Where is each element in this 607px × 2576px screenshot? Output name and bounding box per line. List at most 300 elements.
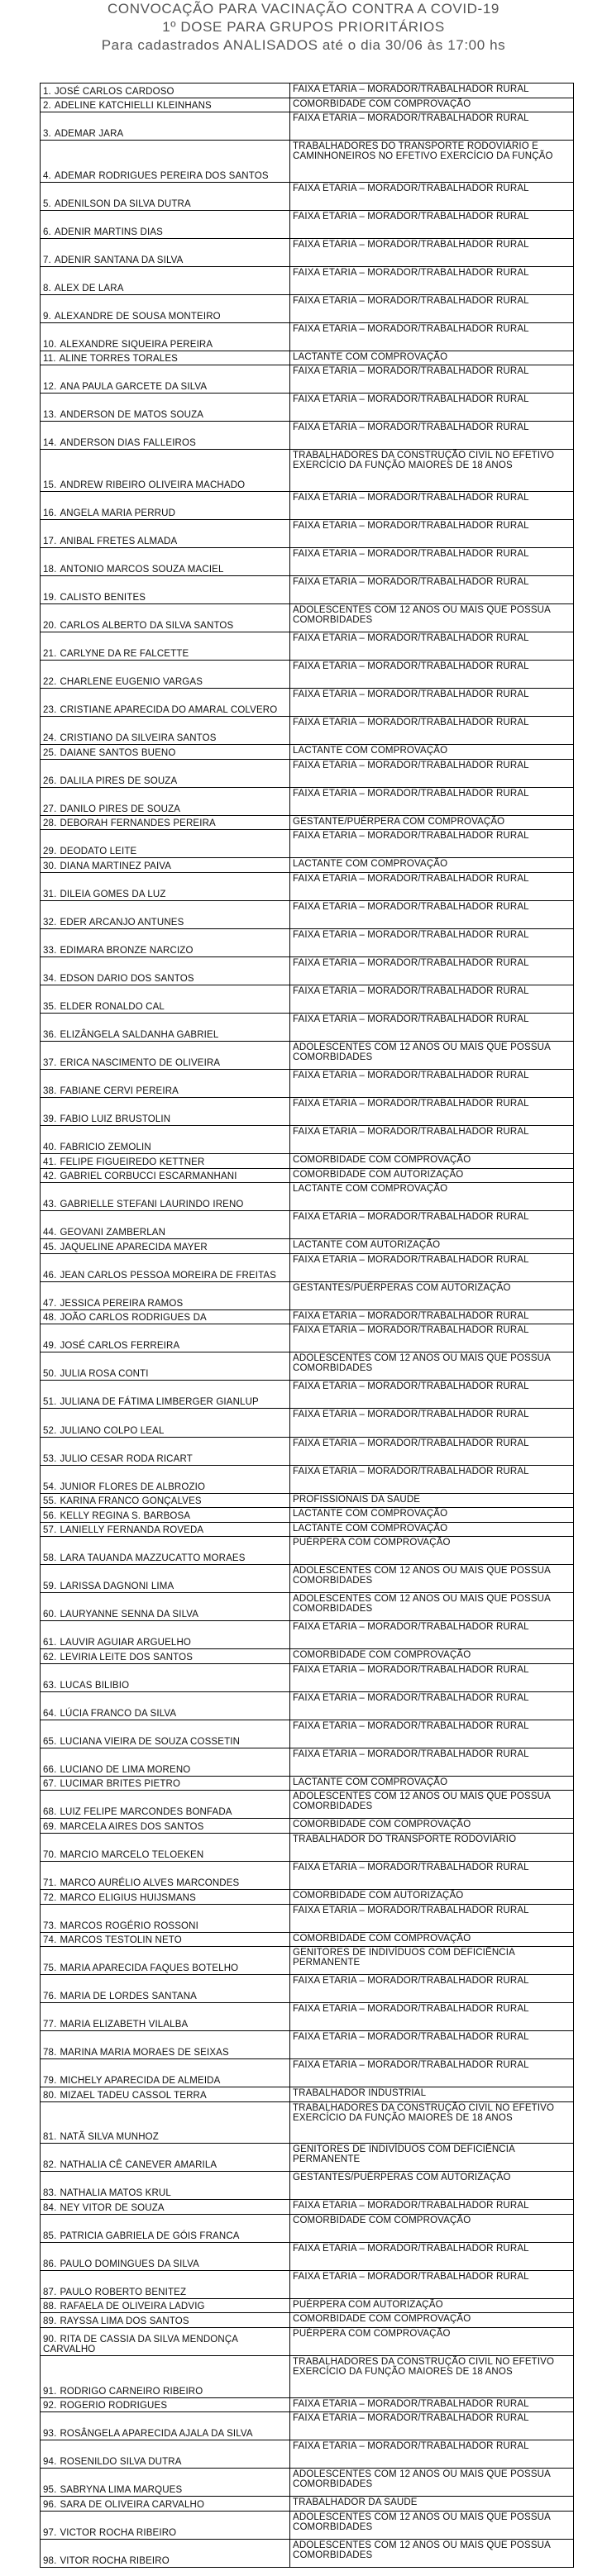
row-number: 2. bbox=[43, 101, 51, 112]
person-name: JUNIOR FLORES DE ALBROZIO bbox=[60, 1481, 206, 1492]
row-number: 89. bbox=[43, 2316, 57, 2326]
table-row bbox=[41, 2215, 573, 2243]
priority-group: ADOLESCENTES COM 12 ANOS OU MAIS QUE POSSUA COMORBIDADES bbox=[293, 2469, 551, 2490]
person-name: ERICA NASCIMENTO DE OLIVEIRA bbox=[60, 1058, 221, 1069]
row-number: 97. bbox=[43, 2527, 57, 2538]
name-cell bbox=[41, 1565, 290, 1592]
priority-group: ADOLESCENTES COM 12 ANOS OU MAIS QUE POSSUA COMORBIDADES bbox=[293, 1566, 551, 1586]
table-row bbox=[41, 492, 573, 520]
priority-group: FAIXA ETARIA – MORADOR/TRABALHADOR RURAL bbox=[293, 422, 529, 433]
name-cell bbox=[41, 745, 290, 759]
row-number: 13. bbox=[43, 410, 57, 421]
table-row bbox=[41, 1621, 573, 1649]
person-name: ADELINE KATCHIELLI KLEINHANS bbox=[54, 101, 212, 112]
priority-group: FAIXA ETARIA – MORADOR/TRABALHADOR RURAL bbox=[293, 2032, 529, 2043]
priority-group-cell bbox=[290, 1649, 573, 1663]
table-row bbox=[41, 394, 573, 422]
row-number: 4. bbox=[43, 170, 51, 181]
row-number: 29. bbox=[43, 847, 57, 857]
priority-group: FAIXA ETARIA – MORADOR/TRABALHADOR RURAL bbox=[293, 831, 529, 842]
row-number: 92. bbox=[43, 2401, 57, 2411]
row-number: 74. bbox=[43, 1935, 57, 1946]
priority-group-cell bbox=[290, 1324, 573, 1352]
priority-group-cell bbox=[290, 1819, 573, 1833]
person-name: MARCO AURÉLIO ALVES MARCONDES bbox=[60, 1878, 240, 1888]
priority-group: LACTANTE COM COMPROVAÇÃO bbox=[293, 746, 448, 756]
priority-group: FAIXA ETARIA – MORADOR/TRABALHADOR RURAL bbox=[293, 549, 529, 560]
person-name: JESSICA PEREIRA RAMOS bbox=[60, 1298, 184, 1309]
priority-group: FAIXA ETARIA – MORADOR/TRABALHADOR RURAL bbox=[293, 689, 529, 700]
person-name: NEY VITOR DE SOUZA bbox=[60, 2202, 165, 2213]
name-cell bbox=[41, 2540, 290, 2567]
priority-group-cell bbox=[290, 1211, 573, 1238]
priority-group-cell bbox=[290, 1381, 573, 1408]
table-row bbox=[41, 450, 573, 492]
priority-group-cell bbox=[290, 2398, 573, 2412]
name-cell bbox=[41, 2398, 290, 2412]
row-number: 88. bbox=[43, 2302, 57, 2312]
priority-group-cell bbox=[290, 211, 573, 238]
row-number: 93. bbox=[43, 2429, 57, 2440]
priority-group-cell bbox=[290, 661, 573, 688]
person-name: ROGERIO RODRIGUES bbox=[60, 2401, 168, 2411]
priority-group: FAIXA ETARIA – MORADOR/TRABALHADOR RURAL bbox=[293, 1438, 529, 1448]
row-number: 72. bbox=[43, 1892, 57, 1903]
priority-group-cell bbox=[290, 2469, 573, 2496]
table-row bbox=[41, 1310, 573, 1325]
priority-group: ADOLESCENTES COM 12 ANOS OU MAIS QUE POSSUA COMORBIDADES bbox=[293, 605, 551, 626]
table-row bbox=[41, 1975, 573, 2003]
table-row bbox=[41, 112, 573, 141]
row-number: 68. bbox=[43, 1807, 57, 1818]
table-row bbox=[41, 1381, 573, 1409]
row-number: 84. bbox=[43, 2202, 57, 2213]
priority-group: PUÉRPERA COM AUTORIZAÇÃO bbox=[293, 2299, 443, 2310]
row-number: 60. bbox=[43, 1610, 57, 1620]
person-name: MARINA MARIA MORAES DE SEIXAS bbox=[60, 2048, 229, 2058]
table-row bbox=[41, 689, 573, 717]
table-row bbox=[41, 1905, 573, 1933]
priority-group-cell bbox=[290, 760, 573, 787]
table-row bbox=[41, 1352, 573, 1381]
name-cell bbox=[41, 2243, 290, 2270]
table-row bbox=[41, 1239, 573, 1254]
priority-group: PUÉRPERA COM COMPROVAÇÃO bbox=[293, 2328, 451, 2339]
name-cell bbox=[41, 1098, 290, 1125]
table-row bbox=[41, 211, 573, 239]
priority-group: FAIXA ETARIA – MORADOR/TRABALHADOR RURAL bbox=[293, 84, 529, 94]
row-number: 73. bbox=[43, 1920, 57, 1931]
priority-group-cell bbox=[290, 1438, 573, 1465]
person-name: EDIMARA BRONZE NARCIZO bbox=[60, 945, 194, 956]
name-cell bbox=[41, 1593, 290, 1620]
priority-group-cell bbox=[290, 858, 573, 872]
row-number: 62. bbox=[43, 1652, 57, 1662]
person-name: CRISTIANE APARECIDA DO AMARAL COLVERO bbox=[60, 705, 278, 716]
priority-group-cell bbox=[290, 717, 573, 744]
priority-group: LACTANTE COM COMPROVAÇÃO bbox=[293, 1184, 448, 1195]
row-number: 61. bbox=[43, 1638, 57, 1648]
row-number: 70. bbox=[43, 1849, 57, 1860]
priority-group-cell bbox=[290, 1933, 573, 1947]
priority-group-cell bbox=[290, 2200, 573, 2214]
name-cell bbox=[41, 211, 290, 238]
name-cell bbox=[41, 1649, 290, 1663]
name-cell bbox=[41, 1070, 290, 1097]
row-number: 23. bbox=[43, 705, 57, 716]
priority-group: TRABALHADOR DA SAUDE bbox=[293, 2497, 418, 2508]
priority-group: FAIXA ETARIA – MORADOR/TRABALHADOR RURAL bbox=[293, 760, 529, 770]
name-cell bbox=[41, 2003, 290, 2030]
table-row bbox=[41, 1438, 573, 1466]
name-cell bbox=[41, 632, 290, 660]
name-cell bbox=[41, 2144, 290, 2171]
name-cell bbox=[41, 1819, 290, 1833]
priority-group-cell bbox=[290, 1834, 573, 1861]
name-cell bbox=[41, 1890, 290, 1904]
priority-group: FAIXA ETARIA – MORADOR/TRABALHADOR RURAL bbox=[293, 1254, 529, 1265]
person-name: PAULO ROBERTO BENITEZ bbox=[60, 2287, 187, 2297]
priority-group: LACTANTE COM AUTORIZAÇÃO bbox=[293, 1240, 441, 1251]
person-name: JULIA ROSA CONTI bbox=[60, 1369, 149, 1380]
row-number: 17. bbox=[43, 537, 57, 547]
priority-group-cell bbox=[290, 1508, 573, 1522]
priority-group-cell bbox=[290, 2313, 573, 2327]
priority-group: FAIXA ETARIA – MORADOR/TRABALHADOR RURAL bbox=[293, 1692, 529, 1703]
name-cell bbox=[41, 1254, 290, 1281]
priority-group: GESTANTES/PUÉRPERAS COM AUTORIZAÇÃO bbox=[293, 1282, 511, 1293]
priority-group-cell bbox=[290, 1254, 573, 1281]
name-cell bbox=[41, 717, 290, 744]
table-row bbox=[41, 2356, 573, 2398]
priority-group: PROFISSIONAIS DA SAUDE bbox=[293, 1494, 421, 1505]
name-cell bbox=[41, 1381, 290, 1408]
person-name: LUCIMAR BRITES PIETRO bbox=[60, 1779, 181, 1790]
person-name: ELDER RONALDO CAL bbox=[60, 1002, 165, 1013]
table-row bbox=[41, 422, 573, 450]
table-row bbox=[41, 1664, 573, 1692]
priority-group-cell bbox=[290, 929, 573, 956]
priority-group-cell bbox=[290, 1862, 573, 1889]
row-number: 49. bbox=[43, 1341, 57, 1352]
person-name: SABRYNA LIMA MARQUES bbox=[60, 2485, 183, 2496]
row-number: 12. bbox=[43, 382, 57, 393]
person-name: ANDREW RIBEIRO OLIVEIRA MACHADO bbox=[60, 479, 246, 490]
row-number: 79. bbox=[43, 2076, 57, 2087]
row-number: 36. bbox=[43, 1030, 57, 1041]
table-row bbox=[41, 2313, 573, 2328]
name-cell bbox=[41, 183, 290, 210]
name-cell bbox=[41, 2469, 290, 2496]
priority-group: FAIXA ETARIA – MORADOR/TRABALHADOR RURAL bbox=[293, 1212, 529, 1223]
priority-group-cell bbox=[290, 141, 573, 182]
priority-group: COMORBIDADE COM COMPROVAÇÃO bbox=[293, 98, 471, 109]
row-number: 43. bbox=[43, 1200, 57, 1210]
priority-group: COMORBIDADE COM COMPROVAÇÃO bbox=[293, 1650, 471, 1661]
table-row bbox=[41, 2412, 573, 2440]
priority-group-cell bbox=[290, 2243, 573, 2270]
person-name: MARCIO MARCELO TELOEKEN bbox=[60, 1849, 204, 1860]
row-number: 8. bbox=[43, 283, 51, 293]
table-row bbox=[41, 2299, 573, 2314]
table-row bbox=[41, 2497, 573, 2512]
name-cell bbox=[41, 858, 290, 872]
priority-group: LACTANTE COM COMPROVAÇÃO bbox=[293, 859, 448, 870]
priority-group-cell bbox=[290, 1720, 573, 1748]
name-cell bbox=[41, 985, 290, 1013]
person-name: JULIANA DE FÁTIMA LIMBERGER GIANLUP bbox=[60, 1397, 259, 1408]
priority-group: FAIXA ETARIA – MORADOR/TRABALHADOR RURAL bbox=[293, 901, 529, 912]
name-cell bbox=[41, 112, 290, 140]
row-number: 55. bbox=[43, 1496, 57, 1507]
person-name: LUCIANO DE LIMA MORENO bbox=[60, 1764, 191, 1775]
table-row bbox=[41, 2087, 573, 2102]
priority-group-cell bbox=[290, 1042, 573, 1069]
priority-group-cell bbox=[290, 548, 573, 575]
person-name: LAUVIR AGUIAR ARGUELHO bbox=[60, 1638, 192, 1648]
person-name: RAFAELA DE OLIVEIRA LADVIG bbox=[60, 2302, 205, 2312]
name-cell bbox=[41, 816, 290, 830]
name-cell bbox=[41, 1352, 290, 1380]
person-name: ROSÂNGELA APARECIDA AJALA DA SILVA bbox=[60, 2429, 253, 2440]
person-name: MIZAEL TADEU CASSOL TERRA bbox=[60, 2090, 207, 2101]
priority-group: TRABALHADOR DO TRANSPORTE RODOVIÁRIO bbox=[293, 1834, 517, 1844]
person-name: PATRICIA GABRIELA DE GÓIS FRANCA bbox=[60, 2230, 240, 2241]
priority-group-cell bbox=[290, 1777, 573, 1791]
priority-group-cell bbox=[290, 1664, 573, 1691]
row-number: 63. bbox=[43, 1680, 57, 1691]
table-row bbox=[41, 717, 573, 745]
table-row bbox=[41, 1593, 573, 1621]
name-cell bbox=[41, 1791, 290, 1818]
table-row bbox=[41, 901, 573, 929]
table-row bbox=[41, 1890, 573, 1905]
priority-group: ADOLESCENTES COM 12 ANOS OU MAIS QUE POSSUA COMORBIDADES bbox=[293, 1791, 551, 1812]
priority-group-cell bbox=[290, 394, 573, 421]
row-number: 82. bbox=[43, 2160, 57, 2171]
table-row bbox=[41, 2200, 573, 2215]
person-name: ROSENILDO SILVA DUTRA bbox=[60, 2457, 182, 2468]
row-number: 56. bbox=[43, 1510, 57, 1521]
row-number: 41. bbox=[43, 1157, 57, 1167]
name-cell bbox=[41, 901, 290, 928]
name-cell bbox=[41, 1905, 290, 1932]
priority-group: FAIXA ETARIA – MORADOR/TRABALHADOR RURAL bbox=[293, 1976, 529, 1987]
person-name: CALISTO BENITES bbox=[60, 593, 146, 603]
table-row bbox=[41, 183, 573, 211]
table-row bbox=[41, 1933, 573, 1948]
name-cell bbox=[41, 1466, 290, 1493]
row-number: 86. bbox=[43, 2259, 57, 2269]
name-cell bbox=[41, 604, 290, 632]
table-row bbox=[41, 745, 573, 760]
row-number: 50. bbox=[43, 1369, 57, 1380]
priority-group: FAIXA ETARIA – MORADOR/TRABALHADOR RURAL bbox=[293, 1310, 529, 1321]
person-name: DEBORAH FERNANDES PEREIRA bbox=[60, 818, 216, 829]
priority-group: COMORBIDADE COM COMPROVAÇÃO bbox=[293, 2215, 471, 2225]
document-title: CONVOCAÇÃO PARA VACINAÇÃO CONTRA A COVID-19 bbox=[108, 1, 499, 17]
person-name: DEODATO LEITE bbox=[60, 847, 137, 857]
person-name: LARA TAUANDA MAZZUCATTO MORAES bbox=[60, 1553, 246, 1564]
table-row bbox=[41, 929, 573, 957]
person-name: MICHELY APARECIDA DE ALMEIDA bbox=[60, 2076, 221, 2087]
person-name: LUCAS BILIBIO bbox=[60, 1680, 130, 1691]
row-number: 28. bbox=[43, 818, 57, 829]
priority-group-cell bbox=[290, 112, 573, 140]
row-number: 5. bbox=[43, 198, 51, 209]
priority-group-cell bbox=[290, 689, 573, 716]
row-number: 30. bbox=[43, 861, 57, 871]
priority-group: LACTANTE COM COMPROVAÇÃO bbox=[293, 1777, 448, 1787]
person-name: EDER ARCANJO ANTUNES bbox=[60, 917, 184, 928]
row-number: 98. bbox=[43, 2555, 57, 2566]
person-name: JULIO CESAR RODA RICART bbox=[60, 1453, 193, 1464]
row-number: 83. bbox=[43, 2188, 57, 2199]
person-name: KELLY REGINA S. BARBOSA bbox=[60, 1510, 191, 1521]
row-number: 45. bbox=[43, 1242, 57, 1252]
priority-group-cell bbox=[290, 2172, 573, 2199]
name-cell bbox=[41, 1664, 290, 1691]
priority-group: FAIXA ETARIA – MORADOR/TRABALHADOR RURAL bbox=[293, 1862, 529, 1872]
priority-group: FAIXA ETARIA – MORADOR/TRABALHADOR RURAL bbox=[293, 2004, 529, 2015]
row-number: 33. bbox=[43, 945, 57, 956]
priority-group: ADOLESCENTES COM 12 ANOS OU MAIS QUE POSSUA COMORBIDADES bbox=[293, 1594, 551, 1615]
name-cell bbox=[41, 450, 290, 491]
name-cell bbox=[41, 1720, 290, 1748]
table-row bbox=[41, 1791, 573, 1819]
table-row bbox=[41, 295, 573, 323]
row-number: 46. bbox=[43, 1270, 57, 1281]
priority-group-cell bbox=[290, 2412, 573, 2440]
name-cell bbox=[41, 1282, 290, 1309]
priority-group: FAIXA ETARIA – MORADOR/TRABALHADOR RURAL bbox=[293, 366, 529, 377]
priority-group: FAIXA ETARIA – MORADOR/TRABALHADOR RURAL bbox=[293, 394, 529, 405]
priority-group: FAIXA ETARIA – MORADOR/TRABALHADOR RURAL bbox=[293, 1099, 529, 1109]
row-number: 90. bbox=[43, 2335, 57, 2345]
name-cell bbox=[41, 1975, 290, 2002]
table-row bbox=[41, 576, 573, 604]
priority-group: FAIXA ETARIA – MORADOR/TRABALHADOR RURAL bbox=[293, 2271, 529, 2282]
person-name: GABRIEL CORBUCCI ESCARMANHANI bbox=[60, 1171, 237, 1182]
row-number: 48. bbox=[43, 1313, 57, 1324]
table-row bbox=[41, 2003, 573, 2031]
priority-group: COMORBIDADE COM COMPROVAÇÃO bbox=[293, 1155, 471, 1166]
row-number: 75. bbox=[43, 1963, 57, 1974]
name-cell bbox=[41, 2059, 290, 2087]
row-number: 38. bbox=[43, 1086, 57, 1097]
table-row bbox=[41, 323, 573, 351]
priority-group: GENITORES DE INDIVÍDUOS COM DEFICIÊNCIA PERMANENTE bbox=[293, 1948, 515, 1968]
name-cell bbox=[41, 2172, 290, 2199]
table-row bbox=[41, 1819, 573, 1834]
name-cell bbox=[41, 1947, 290, 1974]
row-number: 52. bbox=[43, 1425, 57, 1436]
table-row bbox=[41, 365, 573, 394]
person-name: MARIA ELIZABETH VILALBA bbox=[60, 2020, 189, 2030]
person-name: FELIPE FIGUEIREDO KETTNER bbox=[60, 1157, 205, 1167]
priority-group: FAIXA ETARIA – MORADOR/TRABALHADOR RURAL bbox=[293, 1325, 529, 1336]
person-name: ALINE TORRES TORALES bbox=[59, 354, 178, 365]
priority-group: FAIXA ETARIA – MORADOR/TRABALHADOR RURAL bbox=[293, 2060, 529, 2071]
person-name: KARINA FRANCO GONÇALVES bbox=[60, 1496, 202, 1507]
priority-group: GESTANTES/PUÉRPERAS COM AUTORIZAÇÃO bbox=[293, 2173, 511, 2183]
name-cell bbox=[41, 1183, 290, 1210]
person-name: VITOR ROCHA RIBEIRO bbox=[60, 2555, 170, 2566]
name-cell bbox=[41, 141, 290, 182]
person-name: DIANA MARTINEZ PAIVA bbox=[60, 861, 172, 871]
row-number: 44. bbox=[43, 1228, 57, 1238]
table-row bbox=[41, 1211, 573, 1239]
priority-group: FAIXA ETARIA – MORADOR/TRABALHADOR RURAL bbox=[293, 1748, 529, 1759]
priority-group-cell bbox=[290, 957, 573, 985]
person-name: FABRICIO ZEMOLIN bbox=[60, 1143, 151, 1153]
person-name: GABRIELLE STEFANI LAURINDO IRENO bbox=[60, 1200, 244, 1210]
name-cell bbox=[41, 2356, 290, 2397]
person-name: JULIANO COLPO LEAL bbox=[60, 1425, 165, 1436]
name-cell bbox=[41, 520, 290, 547]
row-number: 85. bbox=[43, 2230, 57, 2241]
priority-group: FAIXA ETARIA – MORADOR/TRABALHADOR RURAL bbox=[293, 295, 529, 306]
row-number: 7. bbox=[43, 255, 51, 265]
priority-group: LACTANTE COM COMPROVAÇÃO bbox=[293, 1523, 448, 1534]
name-cell bbox=[41, 295, 290, 322]
priority-group-cell bbox=[290, 1537, 573, 1564]
table-row bbox=[41, 985, 573, 1014]
table-row bbox=[41, 1070, 573, 1098]
priority-group-cell bbox=[290, 2087, 573, 2101]
priority-group-cell bbox=[290, 816, 573, 830]
row-number: 80. bbox=[43, 2090, 57, 2101]
person-name: MARCOS TESTOLIN NETO bbox=[60, 1935, 182, 1946]
table-row bbox=[41, 1154, 573, 1169]
priority-group-cell bbox=[290, 2299, 573, 2313]
priority-group-cell bbox=[290, 1565, 573, 1592]
name-cell bbox=[41, 1042, 290, 1069]
person-name: JAQUELINE APARECIDA MAYER bbox=[60, 1242, 208, 1252]
table-row bbox=[41, 1324, 573, 1352]
table-row bbox=[41, 1720, 573, 1748]
person-name: MARIA DE LORDES SANTANA bbox=[60, 1992, 197, 2002]
priority-group: FAIXA ETARIA – MORADOR/TRABALHADOR RURAL bbox=[293, 323, 529, 334]
priority-group-cell bbox=[290, 1494, 573, 1508]
table-row bbox=[41, 604, 573, 632]
person-name: JOSÉ CARLOS FERREIRA bbox=[60, 1341, 180, 1352]
person-name: ADENIR MARTINS DIAS bbox=[54, 227, 163, 237]
priority-group-cell bbox=[290, 295, 573, 322]
priority-group-cell bbox=[290, 632, 573, 660]
table-row bbox=[41, 873, 573, 901]
person-name: PAULO DOMINGUES DA SILVA bbox=[60, 2259, 199, 2269]
row-number: 27. bbox=[43, 804, 57, 814]
person-name: ALEXANDRE DE SOUSA MONTEIRO bbox=[54, 311, 221, 322]
priority-group-cell bbox=[290, 2512, 573, 2539]
name-cell bbox=[41, 548, 290, 575]
person-name: FABIO LUIZ BRUSTOLIN bbox=[60, 1114, 171, 1125]
name-cell bbox=[41, 98, 290, 112]
priority-group-cell bbox=[290, 2497, 573, 2511]
table-row bbox=[41, 2031, 573, 2059]
priority-group-cell bbox=[290, 267, 573, 294]
table-row bbox=[41, 1282, 573, 1310]
priority-group-cell bbox=[290, 1791, 573, 1818]
priority-group: GENITORES DE INDIVÍDUOS COM DEFICIÊNCIA PERMANENTE bbox=[293, 2144, 515, 2165]
priority-group-cell bbox=[290, 1466, 573, 1493]
person-name: GEOVANI ZAMBERLAN bbox=[60, 1228, 166, 1238]
row-number: 47. bbox=[43, 1298, 57, 1309]
name-cell bbox=[41, 2440, 290, 2468]
priority-group-cell bbox=[290, 1310, 573, 1324]
person-name: LUCIANA VIEIRA DE SOUZA COSSETIN bbox=[60, 1736, 241, 1747]
